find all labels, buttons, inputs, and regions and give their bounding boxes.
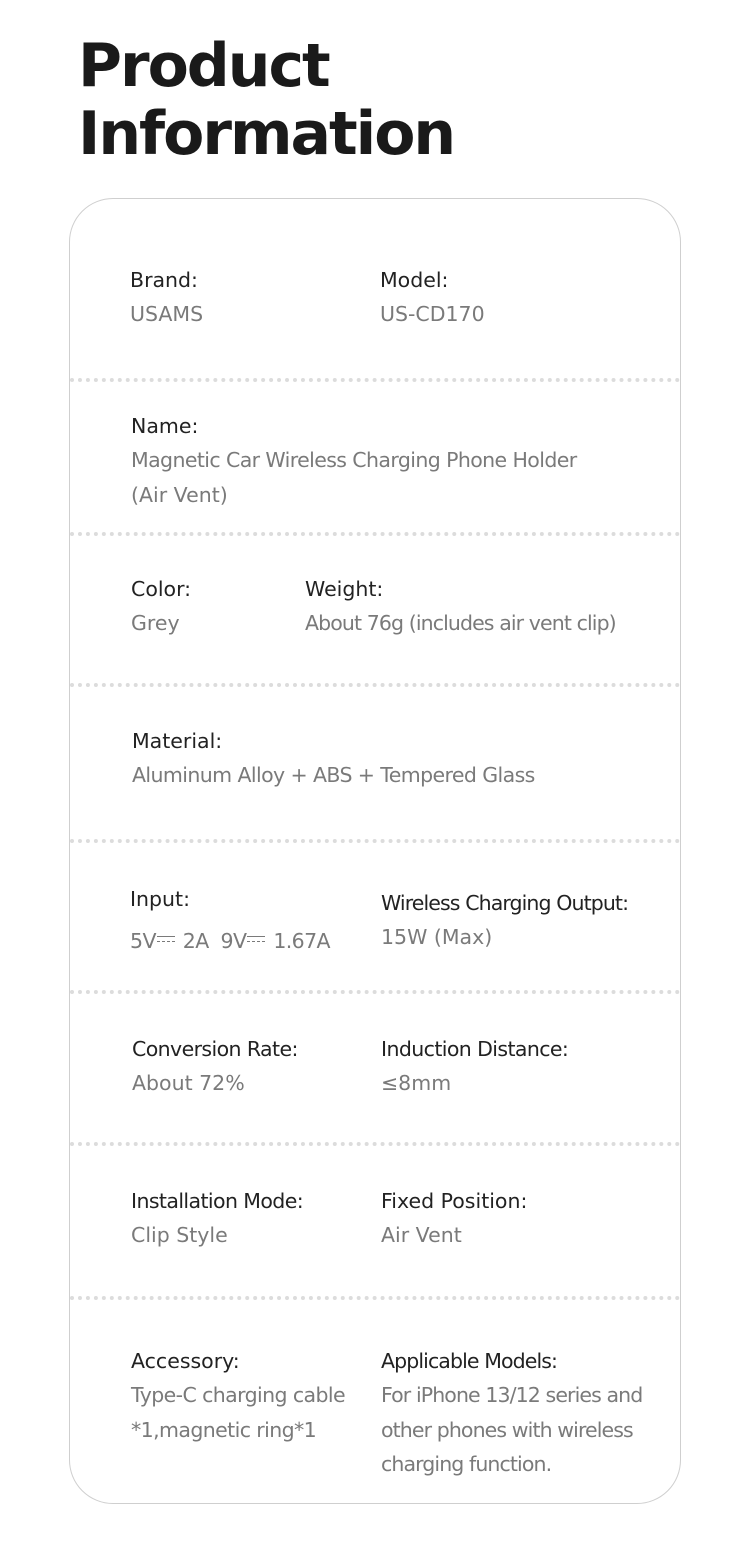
applicable-models-field bbox=[381, 1344, 642, 1482]
row-divider bbox=[70, 532, 680, 536]
accessory-value-line-2: *1,magnetic ring*1 bbox=[131, 1417, 317, 1442]
conversion-rate-label: Conversion Rate: bbox=[132, 1037, 298, 1061]
applicable-models-label: Applicable Models: bbox=[381, 1349, 558, 1373]
brand-value: USAMS bbox=[130, 302, 204, 326]
accessory-label: Accessory: bbox=[131, 1349, 240, 1373]
applicable-models-value-line-1: For iPhone 13/12 series and bbox=[381, 1383, 643, 1407]
row-divider bbox=[70, 378, 680, 382]
name-value-line-2: (Air Vent) bbox=[131, 482, 228, 507]
material-field bbox=[132, 724, 535, 793]
dc-current-icon bbox=[157, 933, 175, 947]
row-divider bbox=[70, 990, 680, 994]
weight-label: Weight: bbox=[305, 577, 384, 601]
product-info-card bbox=[69, 198, 681, 1504]
input-current-1: 2A bbox=[182, 929, 209, 953]
color-field bbox=[131, 572, 191, 641]
input-value bbox=[130, 924, 330, 959]
fixed-position-field bbox=[381, 1184, 527, 1253]
conversion-rate-field bbox=[132, 1032, 298, 1101]
input-field bbox=[130, 882, 330, 959]
fixed-position-value: Air Vent bbox=[381, 1223, 462, 1247]
color-label: Color: bbox=[131, 577, 192, 601]
dc-current-icon bbox=[247, 933, 265, 947]
color-value: Grey bbox=[131, 611, 180, 635]
input-current-2: 1.67A bbox=[273, 929, 330, 953]
weight-field bbox=[305, 572, 616, 641]
induction-distance-field bbox=[381, 1032, 568, 1101]
installation-mode-value: Clip Style bbox=[131, 1223, 228, 1247]
fixed-position-label: Fixed Position: bbox=[381, 1189, 528, 1213]
weight-value: About 76g (includes air vent clip) bbox=[305, 611, 616, 635]
input-label: Input: bbox=[130, 887, 190, 911]
installation-mode-field bbox=[131, 1184, 303, 1253]
wireless-output-value: 15W (Max) bbox=[381, 925, 493, 949]
name-label: Name: bbox=[131, 414, 199, 438]
installation-mode-label: Installation Mode: bbox=[131, 1189, 304, 1213]
page-title bbox=[78, 32, 454, 168]
induction-distance-value: ≤8mm bbox=[381, 1071, 452, 1095]
conversion-rate-value: About 72% bbox=[132, 1071, 245, 1095]
name-value-line-1: Magnetic Car Wireless Charging Phone Holder bbox=[131, 448, 577, 472]
name-field bbox=[131, 409, 577, 512]
model-value: US-CD170 bbox=[380, 302, 485, 326]
row-divider bbox=[70, 1296, 680, 1300]
material-label: Material: bbox=[132, 729, 223, 753]
induction-distance-label: Induction Distance: bbox=[381, 1037, 569, 1061]
material-value: Aluminum Alloy + ABS + Tempered Glass bbox=[132, 763, 535, 787]
input-voltage-2: 9V bbox=[220, 929, 247, 953]
applicable-models-value-line-3: charging function. bbox=[381, 1452, 552, 1476]
model-field bbox=[380, 263, 485, 332]
accessory-value-line-1: Type-C charging cable bbox=[131, 1383, 345, 1407]
wireless-output-field bbox=[381, 886, 628, 955]
wireless-output-label: Wireless Charging Output: bbox=[381, 891, 629, 915]
accessory-field bbox=[131, 1344, 345, 1447]
row-divider bbox=[70, 683, 680, 687]
row-divider bbox=[70, 839, 680, 843]
applicable-models-value-line-2: other phones with wireless bbox=[381, 1417, 633, 1442]
page-title-line-1: Product bbox=[78, 31, 329, 101]
row-divider bbox=[70, 1142, 680, 1146]
brand-label: Brand: bbox=[130, 268, 198, 292]
model-label: Model: bbox=[380, 268, 449, 292]
brand-field bbox=[130, 263, 203, 332]
page-title-line-2: Information bbox=[78, 99, 455, 169]
input-voltage-1: 5V bbox=[130, 929, 156, 953]
